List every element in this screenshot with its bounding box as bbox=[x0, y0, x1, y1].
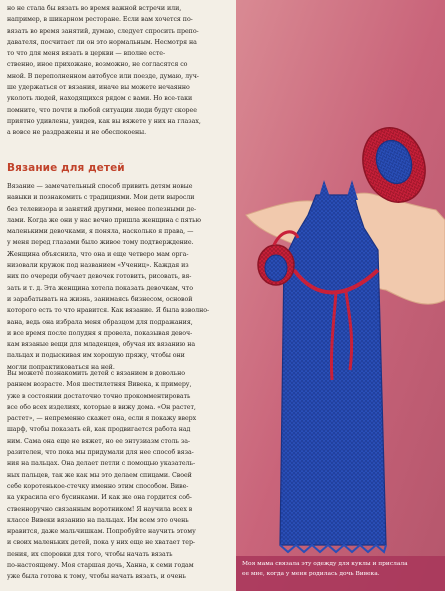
text-line: Вы можете познакомить детей с вязанием в довольно bbox=[7, 370, 185, 377]
text-line: навыки и познакомить с традициями. Мои дети выросли bbox=[7, 194, 195, 202]
text-line: ним. Сама она еще не вяжет, но ее энтузиазм столь за- bbox=[7, 437, 190, 445]
section-paragraph-2 bbox=[7, 368, 229, 583]
text-line: то что для меня вязать в церкви — вполне есте- bbox=[7, 50, 166, 58]
text-line: себе коротенькое-стечку именно этим способом. Виве- bbox=[7, 482, 189, 490]
caption-line: ее мне, когда у меня родилась дочь Вивека. bbox=[242, 571, 380, 577]
photo-caption bbox=[236, 556, 445, 591]
text-line: которого есть то что нравится. Как вязание. Я была взволно- bbox=[7, 307, 210, 315]
text-line: ственно, иное прихожане, возможно, не согласятся со bbox=[7, 61, 188, 69]
text-line: могли попрактиковаться на ней. bbox=[7, 363, 115, 371]
caption-line: Моя мама связала эту одежду для куклы и прислала bbox=[242, 561, 408, 567]
text-line: вязать во время занятий, думаю, следует спросить препо- bbox=[7, 27, 199, 35]
text-line: раннем возрасте. Моя шестилетняя Вивека, к примеру, bbox=[7, 381, 192, 389]
text-line: и своих маленьких детей, пока у них еще не хватает тер- bbox=[7, 539, 195, 547]
section-paragraph-1 bbox=[7, 181, 229, 373]
text-line: нравится, даже мальчишкам. Попробуйте научить этому bbox=[7, 528, 196, 536]
text-line: все обо всех изделиях, которые в вижу дома. «Он растет, bbox=[7, 403, 196, 411]
text-line: зать и т. д. Эта женщина хотела показать девочкам, что bbox=[7, 284, 193, 292]
text-line: давателя, посчитает ли он это нормальным. Несмотря на bbox=[7, 38, 197, 46]
text-line: без телевизора и занятий другими, менее полезными де- bbox=[7, 205, 197, 213]
text-line: ственноручно связанным воротником! Я научила всех в bbox=[7, 505, 193, 513]
text-line: классе Вивеки вязанию на пальцах. Им всем это очень bbox=[7, 516, 189, 524]
text-line: разителен, что пока мы придумали для нее способ вяза- bbox=[7, 449, 194, 457]
text-line: низовали кружок под названием «Учениц». Каждая из bbox=[7, 262, 189, 270]
text-line: ка украсила его бусинками. И как же она гордится соб- bbox=[7, 494, 192, 502]
text-line: кам вязаные вещи для младенцев, обучая их вязанию на bbox=[7, 341, 196, 349]
text-line: растет», — непременно скажет она, если я покажу вверх bbox=[7, 415, 197, 423]
text-line: по-настоящему. Моя старшая дочь, Ханна, к семи годам bbox=[7, 562, 194, 570]
text-line: уже была готова к тому, чтобы начать вязать, и очень bbox=[7, 573, 186, 581]
text-line: но не стала бы вязать во время важной встречи или, bbox=[7, 5, 182, 12]
text-line: Женщина объяснила, что она и еще четверо мам орга- bbox=[7, 250, 189, 258]
photo bbox=[236, 0, 445, 591]
text-line: ных пальцев, так же как мы это делаем спицами. Своей bbox=[7, 471, 192, 479]
text-line: Вязание — замечательный способ привить детям новые bbox=[7, 183, 193, 190]
text-line: у меня перед глазами было живое тому подтверждение. bbox=[7, 239, 194, 247]
text-line: приятно удивлены, увидев, как вы вяжете у них на глазах, bbox=[7, 117, 201, 125]
text-line: помните, что почти в любой ситуации люди будут скорее bbox=[7, 106, 197, 114]
text-line: пальцах и подыскивая им хорошую пряжу, чтобы они bbox=[7, 352, 185, 360]
text-line: лами. Когда же они у нас вечно пришла женщина с пятью bbox=[7, 216, 201, 224]
knitted-doll-clothes-illustration bbox=[236, 0, 445, 591]
text-line: шарф, чтобы показать ей, как продвигается работа над bbox=[7, 426, 191, 434]
text-line: вана, ведь она избрала меня образцом для подражания, bbox=[7, 318, 193, 326]
text-line: ше удержаться от вязания, иначе вы можете нечаянно bbox=[7, 84, 190, 92]
text-line: уколоть людей, находящихся рядом с вами. Но все-таки bbox=[7, 95, 193, 103]
text-line: пения, их споровки для того, чтобы начать вязать bbox=[7, 550, 173, 558]
intro-paragraph bbox=[7, 3, 229, 139]
text-line: них по очереди обучает девочек готовить, рисовать, вя- bbox=[7, 273, 192, 281]
section-heading: Вязание для детей bbox=[7, 162, 125, 174]
text-column bbox=[7, 0, 229, 591]
text-line: уже в состоянии достаточно точно прокомментировать bbox=[7, 392, 191, 400]
text-line: ния на пальцах. Она делает петли с помощью указатель- bbox=[7, 460, 196, 468]
text-line: например, в шикарном ресторане. Если вам хочется по- bbox=[7, 16, 193, 24]
text-line: маленькими девочками, я поняла, насколько я права, — bbox=[7, 228, 194, 236]
text-line: мной. В переполненном автобусе или поезде, думаю, луч- bbox=[7, 72, 199, 80]
text-line: и все время после полудня я провела, показывая девоч- bbox=[7, 329, 193, 337]
text-line: и зарабатывать на жизнь, занимаясь бизнесом, основой bbox=[7, 295, 193, 303]
text-line: а вовсе не раздражены и не обеспокоены. bbox=[7, 129, 147, 137]
